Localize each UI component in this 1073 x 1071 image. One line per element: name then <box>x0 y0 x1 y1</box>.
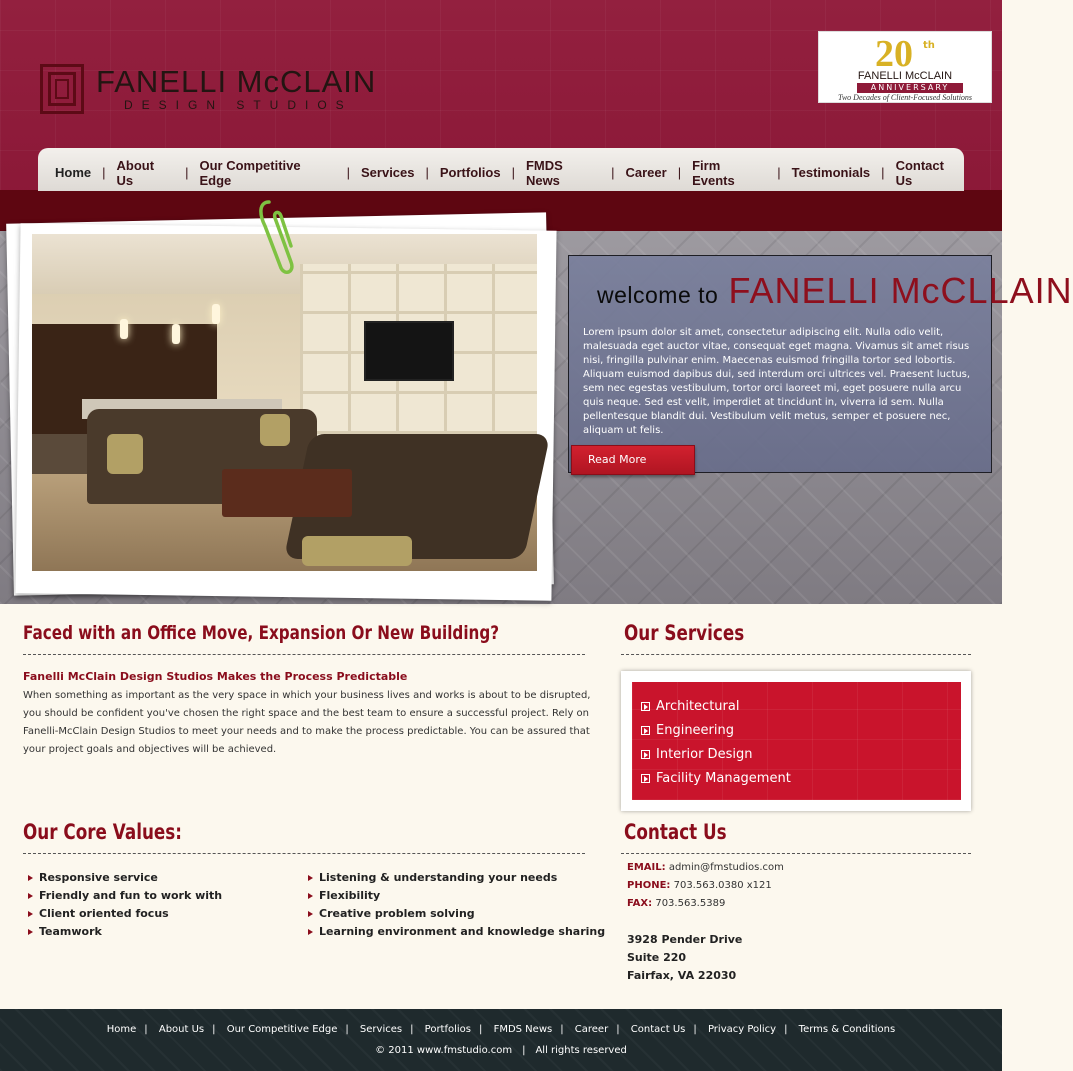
logo-subtitle: DESIGN STUDIOS <box>124 98 353 112</box>
anniversary-bar: ANNIVERSARY <box>857 83 963 93</box>
services-box <box>621 671 971 811</box>
site-footer <box>0 1009 1002 1071</box>
welcome-brand: FANELLI McCLLAIN <box>728 270 1073 311</box>
core-values-list-right <box>303 869 605 941</box>
service-engineering[interactable]: Engineering <box>641 718 961 742</box>
copyright-text: © 2011 www.fmstudio.com <box>375 1045 513 1056</box>
site-header <box>0 0 1002 231</box>
footer-copyright: © 2011 www.fmstudio.com | All rights reserved <box>375 1045 627 1056</box>
service-facility-management[interactable]: Facility Management <box>641 766 961 790</box>
nav-testimonials[interactable]: Testimonials <box>791 165 871 180</box>
footer-nav: Home | About Us | Our Competitive Edge | Services | Portfolios | FMDS News | Career | Contact Us | Privacy Policy | Terms & Conditions <box>106 1024 896 1035</box>
address-line: 3928 Pender Drive <box>627 933 743 946</box>
arrow-box-icon <box>641 726 650 735</box>
intro-body: When something as important as the very space in which your business lives and works is about to be disrupted, you should be confident you've chosen the right space and the best team to ensure a successful project. Rely on Fanelli-McClain Design Studios to meet your needs and to make the process predictable. You can be assured that your project goals and objectives will be achieved. <box>23 690 591 755</box>
address-line: Fairfax, VA 22030 <box>627 969 737 982</box>
nav-fmds-news[interactable]: FMDS News <box>525 157 563 188</box>
core-values-list-left <box>23 869 222 941</box>
nav-services[interactable]: Services <box>361 165 415 180</box>
footer-link-contact-us[interactable]: Contact Us <box>630 1024 686 1035</box>
divider <box>23 853 585 854</box>
fax-label: FAX: <box>627 898 653 909</box>
phone-value: 703.563.0380 x121 <box>673 880 772 891</box>
hero-photo <box>32 234 537 571</box>
list-item: Listening & understanding your needs <box>303 869 605 887</box>
list-item: Creative problem solving <box>303 905 605 923</box>
services-title: Our Services <box>624 621 745 645</box>
anniversary-number: 20 <box>875 33 913 75</box>
footer-link-services[interactable]: Services <box>359 1024 403 1035</box>
rights-text: All rights reserved <box>535 1045 627 1056</box>
footer-link-about-us[interactable]: About Us <box>158 1024 205 1035</box>
welcome-heading <box>597 270 1073 312</box>
email-label: EMAIL: <box>627 862 666 873</box>
email-link[interactable]: admin@fmstudios.com <box>668 862 784 873</box>
address-line: Suite 220 <box>627 951 687 964</box>
welcome-prefix: welcome to <box>597 282 719 308</box>
footer-link-fmds-news[interactable]: FMDS News <box>493 1024 553 1035</box>
footer-link-privacy-policy[interactable]: Privacy Policy <box>707 1024 777 1035</box>
nav-contact-us[interactable]: Contact Us <box>895 157 944 188</box>
divider <box>23 654 585 655</box>
list-item: Learning environment and knowledge sharing <box>303 923 605 941</box>
divider <box>621 853 971 854</box>
list-item: Responsive service <box>23 869 222 887</box>
list-item: Teamwork <box>23 923 222 941</box>
read-more-button[interactable]: Read More <box>571 445 695 475</box>
anniversary-tagline: Two Decades of Client-Focused Solutions <box>837 93 973 102</box>
service-architectural[interactable]: Architectural <box>641 694 961 718</box>
services-panel <box>632 682 961 800</box>
footer-link-competitive-edge[interactable]: Our Competitive Edge <box>226 1024 338 1035</box>
phone-label: PHONE: <box>627 880 671 891</box>
nav-firm-events[interactable]: Firm Events <box>692 157 735 188</box>
divider <box>621 654 971 655</box>
welcome-body: Lorem ipsum dolor sit amet, consectetur adipiscing elit. Nulla odio velit, malesuada eget auctor vitae, consequat eget magna. Vivamus sit amet risus nisi, fringilla pulvinar enim. Maecenas euismod fringilla tortor sed lobortis. Aliquam euismod dapibus dui, sed interdum orci ultrices vel. Praesent luctus, sem nec egestas vestibulum, tortor orci laoreet mi, eget posuere nulla arcu quis neque. Sed est velit, imperdiet at tincidunt in, viverra id sem. Nulla pellentesque blandit dui. Vestibulum velit metus, semper et posuere nec, aliquam ut felis. <box>583 327 971 436</box>
nav-about-us[interactable]: About Us <box>116 157 155 188</box>
logo-mark-icon <box>40 64 84 114</box>
intro-subhead: Fanelli McClain Design Studios Makes the Process Predictable <box>23 670 408 683</box>
logo[interactable] <box>38 62 377 120</box>
core-values-title: Our Core Values: <box>23 820 183 844</box>
logo-name: FANELLI McCLAIN <box>96 64 377 99</box>
arrow-box-icon <box>641 702 650 711</box>
fax-value: 703.563.5389 <box>655 898 726 909</box>
anniversary-name: FANELLI McCLAIN <box>857 70 953 82</box>
hero-section <box>0 231 1073 604</box>
welcome-panel <box>568 255 1073 473</box>
main-nav: Home | About Us | Our Competitive Edge | Services | Portfolios | FMDS News | Career | Firm Events | Testimonials | Contact Us <box>38 148 964 191</box>
intro-title: Faced with an Office Move, Expansion Or New Building? <box>23 622 500 644</box>
arrow-box-icon <box>641 774 650 783</box>
nav-career[interactable]: Career <box>625 165 667 180</box>
list-item: Friendly and fun to work with <box>23 887 222 905</box>
arrow-box-icon <box>641 750 650 759</box>
service-interior-design[interactable]: Interior Design <box>641 742 961 766</box>
footer-link-home[interactable]: Home <box>106 1024 137 1035</box>
nav-home[interactable]: Home <box>55 165 92 180</box>
paperclip-icon <box>255 196 295 276</box>
nav-competitive-edge[interactable]: Our Competitive Edge <box>199 157 301 188</box>
contact-info <box>627 859 784 985</box>
nav-portfolios[interactable]: Portfolios <box>439 165 501 180</box>
list-item: Flexibility <box>303 887 605 905</box>
footer-link-career[interactable]: Career <box>574 1024 609 1035</box>
anniversary-suffix: th <box>923 40 935 51</box>
contact-title: Contact Us <box>624 820 727 844</box>
footer-link-portfolios[interactable]: Portfolios <box>424 1024 472 1035</box>
anniversary-badge <box>818 31 992 103</box>
footer-link-terms[interactable]: Terms & Conditions <box>798 1024 896 1035</box>
list-item: Client oriented focus <box>23 905 222 923</box>
